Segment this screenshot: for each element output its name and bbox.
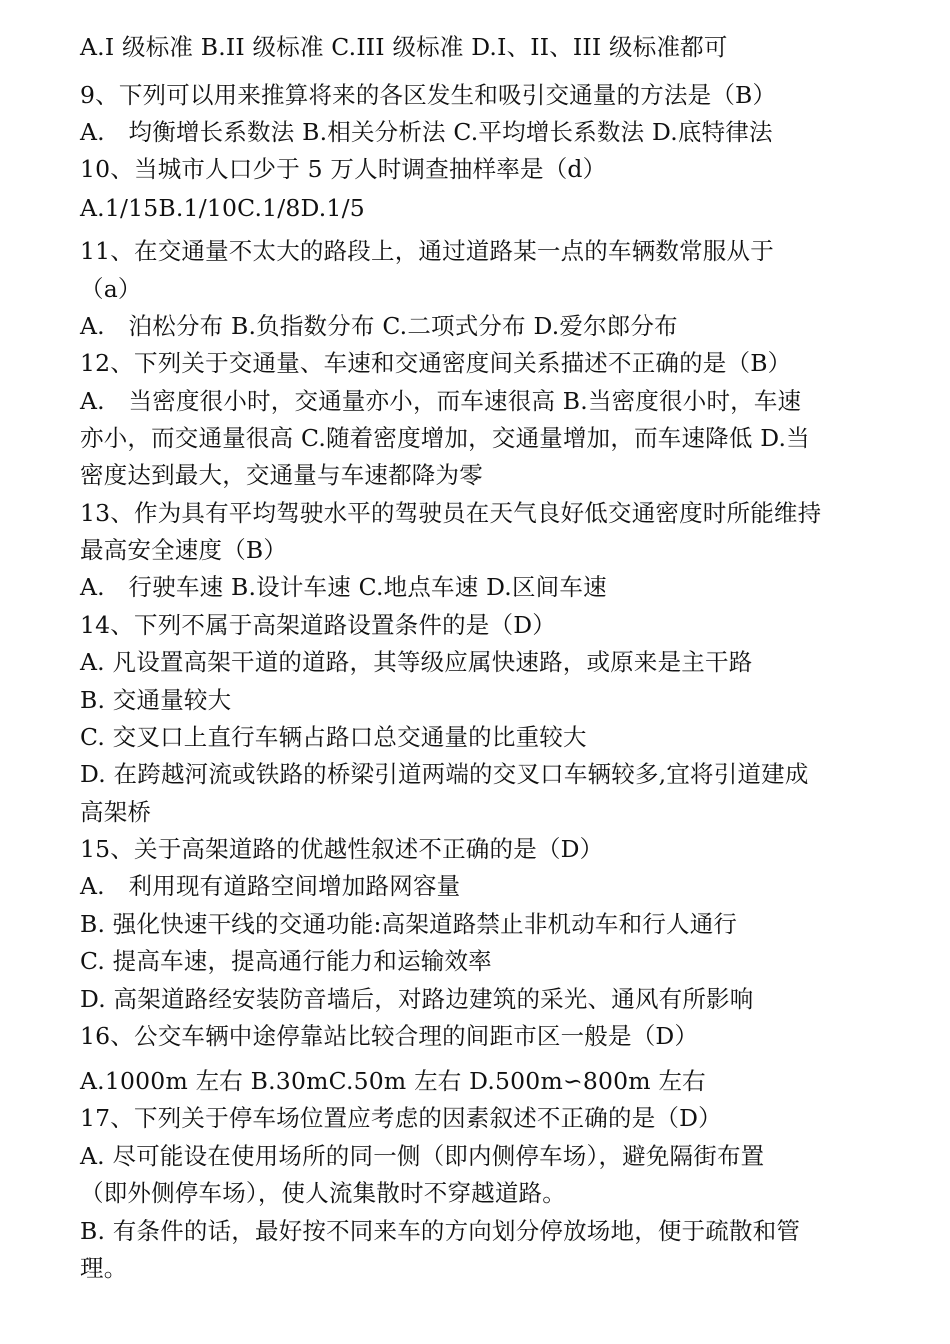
text-line: A. 行驶车速 B.设计车速 C.地点车速 D.区间车速 <box>80 573 607 601</box>
question-17: 17、下列关于停车场位置应考虑的因素叙述不正确的是（D） <box>80 1104 722 1132</box>
text-line: A.1/15B.1/10C.1/8D.1/5 <box>80 194 365 222</box>
text-line: B. 有条件的话，最好按不同来车的方向划分停放场地，便于疏散和管 <box>80 1217 801 1245</box>
text-line: 最高安全速度（B） <box>80 536 288 564</box>
question-15: 15、关于高架道路的优越性叙述不正确的是（D） <box>80 835 604 863</box>
text-line: （即外侧停车场），使人流集散时不穿越道路。 <box>80 1179 566 1207</box>
text-line: A. 当密度很小时，交通量亦小，而车速很高 B.当密度很小时，车速 <box>80 387 802 415</box>
question-12: 12、下列关于交通量、车速和交通密度间关系描述不正确的是（B） <box>80 349 792 377</box>
question-14: 14、下列不属于高架道路设置条件的是（D） <box>80 611 556 639</box>
question-10: 10、当城市人口少于 5 万人时调查抽样率是（d） <box>80 155 607 183</box>
question-9: 9、下列可以用来推算将来的各区发生和吸引交通量的方法是（B） <box>80 81 777 109</box>
question-16: 16、公交车辆中途停靠站比较合理的间距市区一般是（D） <box>80 1022 699 1050</box>
text-line: A. 尽可能设在使用场所的同一侧（即内侧停车场），避免隔街布置 <box>80 1142 765 1170</box>
text-line: C. 提高车速，提高通行能力和运输效率 <box>80 947 492 975</box>
text-line: A.I 级标准 B.II 级标准 C.III 级标准 D.I、II、III 级标准都可 <box>80 33 728 61</box>
text-line: （a） <box>80 275 142 303</box>
text-line: C. 交叉口上直行车辆占路口总交通量的比重较大 <box>80 723 587 751</box>
text-line: A. 利用现有道路空间增加路网容量 <box>80 872 461 900</box>
text-line: B. 强化快速干线的交通功能:高架道路禁止非机动车和行人通行 <box>80 910 738 938</box>
text-line: A. 凡设置高架干道的道路，其等级应属快速路，或原来是主干路 <box>80 648 753 676</box>
question-13: 13、作为具有平均驾驶水平的驾驶员在天气良好低交通密度时所能维持 <box>80 499 822 527</box>
text-line: B. 交通量较大 <box>80 686 232 714</box>
question-11: 11、在交通量不太大的路段上，通过道路某一点的车辆数常服从于 <box>80 237 774 265</box>
text-line: 高架桥 <box>80 798 152 826</box>
text-line: A.1000m 左右 B.30mC.50m 左右 D.500m∽800m 左右 <box>80 1067 706 1095</box>
text-line: 密度达到最大，交通量与车速都降为零 <box>80 461 483 489</box>
text-line: 亦小，而交通量很高 C.随着密度增加，交通量增加，而车速降低 D.当 <box>80 424 810 452</box>
text-line: D. 高架道路经安装防音墙后，对路边建筑的采光、通风有所影响 <box>80 985 754 1013</box>
text-line: A. 均衡增长系数法 B.相关分析法 C.平均增长系数法 D.底特律法 <box>80 118 773 146</box>
text-line: A. 泊松分布 B.负指数分布 C.二项式分布 D.爱尔郎分布 <box>80 312 678 340</box>
text-line: 理。 <box>80 1254 128 1282</box>
text-line: D. 在跨越河流或铁路的桥梁引道两端的交叉口车辆较多,宜将引道建成 <box>80 760 809 788</box>
